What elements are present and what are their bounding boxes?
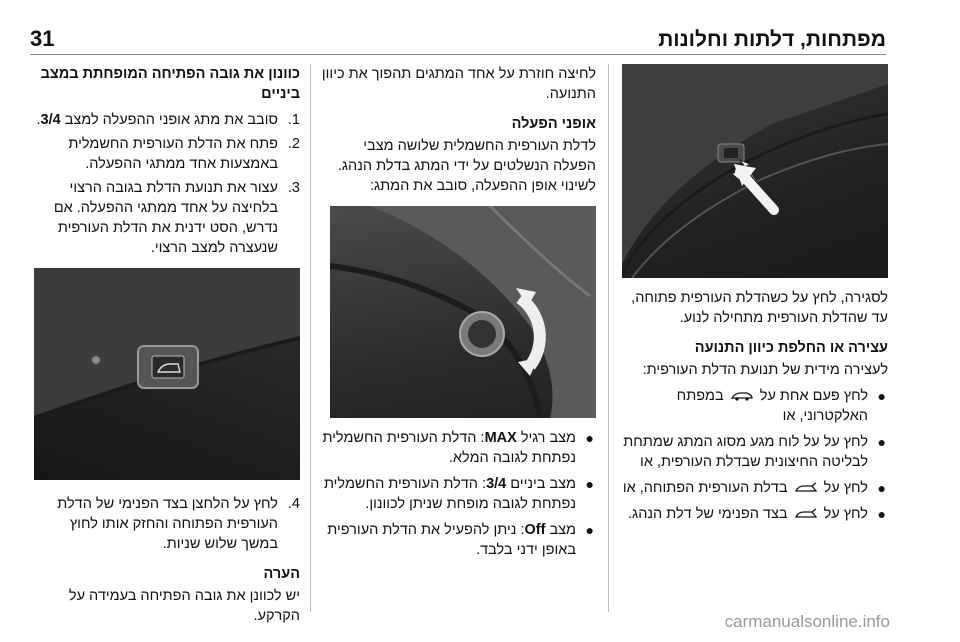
list-item: 3. עצור את תנועת הדלת בגובה הרצוי בלחיצה על אחד ממתגי ההפעלה. אם נדרש, הסט ידנית את הדלת העורפית שנעצרה למצב הרצוי. <box>53 180 300 256</box>
tailgate-icon <box>795 508 817 520</box>
left-column <box>32 64 300 632</box>
mode-label: 3/4 <box>40 112 61 128</box>
list-item: ● לחץ פעם אחת על במפתח האלקטרוני, או <box>676 388 886 424</box>
section-heading: כוונון את גובה הפתיחה המופחתת במצב ביניים <box>40 66 300 102</box>
list-item: 4. לחץ על הלחצן בצד הפנימי של הדלת העורפית הפתוחה והחזק אותו לחוץ במשך שלוש שניות. <box>57 496 300 552</box>
list-item: ● מצב רגיל MAX: הדלת העורפית החשמלית נפתחת לגובה המלא. <box>322 430 594 466</box>
tailgate-switch-figure <box>622 64 888 278</box>
watermark: carmanualsonline.info <box>724 612 890 631</box>
header-rule <box>30 54 886 55</box>
tailgate-icon <box>795 482 817 494</box>
steps-list <box>32 110 300 258</box>
list-item: 1. סובב את מתג אופני ההפעלה למצב 3/4. <box>36 112 300 128</box>
column-separator <box>310 64 311 612</box>
column-separator <box>608 64 609 612</box>
bullet-icon: ● <box>585 430 594 446</box>
bullet-icon: ● <box>585 476 594 492</box>
inner-tailgate-button-figure <box>34 268 300 480</box>
bullet-icon: ● <box>877 480 886 496</box>
list-item: ● לחץ על בדלת העורפית הפתוחה, או <box>622 480 886 496</box>
list-item: ● מצב ביניים 3/4: הדלת העורפית החשמלית נפתחת לגובה מופחת שניתן לכוונון. <box>323 476 594 512</box>
bullet-icon: ● <box>877 388 886 404</box>
list-item: ● לחץ על בצד הפנימי של דלת הנהג. <box>628 506 886 522</box>
section-heading: עצירה או החלפת כיוון התנועה <box>694 340 888 356</box>
modes-text: לדלת העורפית החשמלית שלושה מצבי הפעלה הנשלטים על ידי המתג בדלת הנהג. לשינוי אופן ההפעלה, סובב את המתג: <box>337 138 596 194</box>
note-heading: הערה <box>263 566 300 582</box>
page-number: 31 <box>30 26 55 51</box>
intro-text: לחיצה חוזרת על אחד המתגים תהפוך את כיוון התנועה. <box>321 66 596 102</box>
bullet-icon: ● <box>585 522 594 538</box>
mode-label: 3/4 <box>486 476 507 492</box>
right-column <box>620 64 888 530</box>
close-instruction: לסגירה, לחץ על כשהדלת העורפית פתוחה, עד שהדלת העורפית מתחילה לנוע. <box>631 290 888 326</box>
door-mode-switch-figure <box>330 206 596 418</box>
bullet-icon: ● <box>877 434 886 450</box>
note-text: יש לכוונן את גובה הפתיחה בעמידה על הקרקע. <box>68 588 300 624</box>
bullet-icon: ● <box>877 506 886 522</box>
page-header <box>30 22 886 52</box>
section-heading: אופני הפעלה <box>511 116 596 132</box>
car-key-icon <box>731 390 753 402</box>
middle-column <box>318 64 596 566</box>
stop-options-list <box>620 386 888 524</box>
intro-text: לעצירה מידית של תנועת הדלת העורפית: <box>642 362 888 378</box>
list-item: ● מצב Off: ניתן להפעיל את הדלת העורפית באופן ידני בלבד. <box>327 522 594 558</box>
mode-label: MAX <box>484 430 517 446</box>
modes-list <box>318 428 596 560</box>
page-title: מפתחות, דלתות וחלונות <box>658 28 886 51</box>
list-item: 2. פתח את הדלת העורפית החשמלית באמצעות אחד ממתגי ההפעלה. <box>68 136 300 172</box>
steps-list-continued <box>32 494 300 554</box>
mode-label: Off <box>524 522 546 538</box>
list-item: ● לחץ על על לוח מגע מסוג המתג שמתחת לבליטה החיצונית שבדלת העורפית, או <box>623 434 886 470</box>
